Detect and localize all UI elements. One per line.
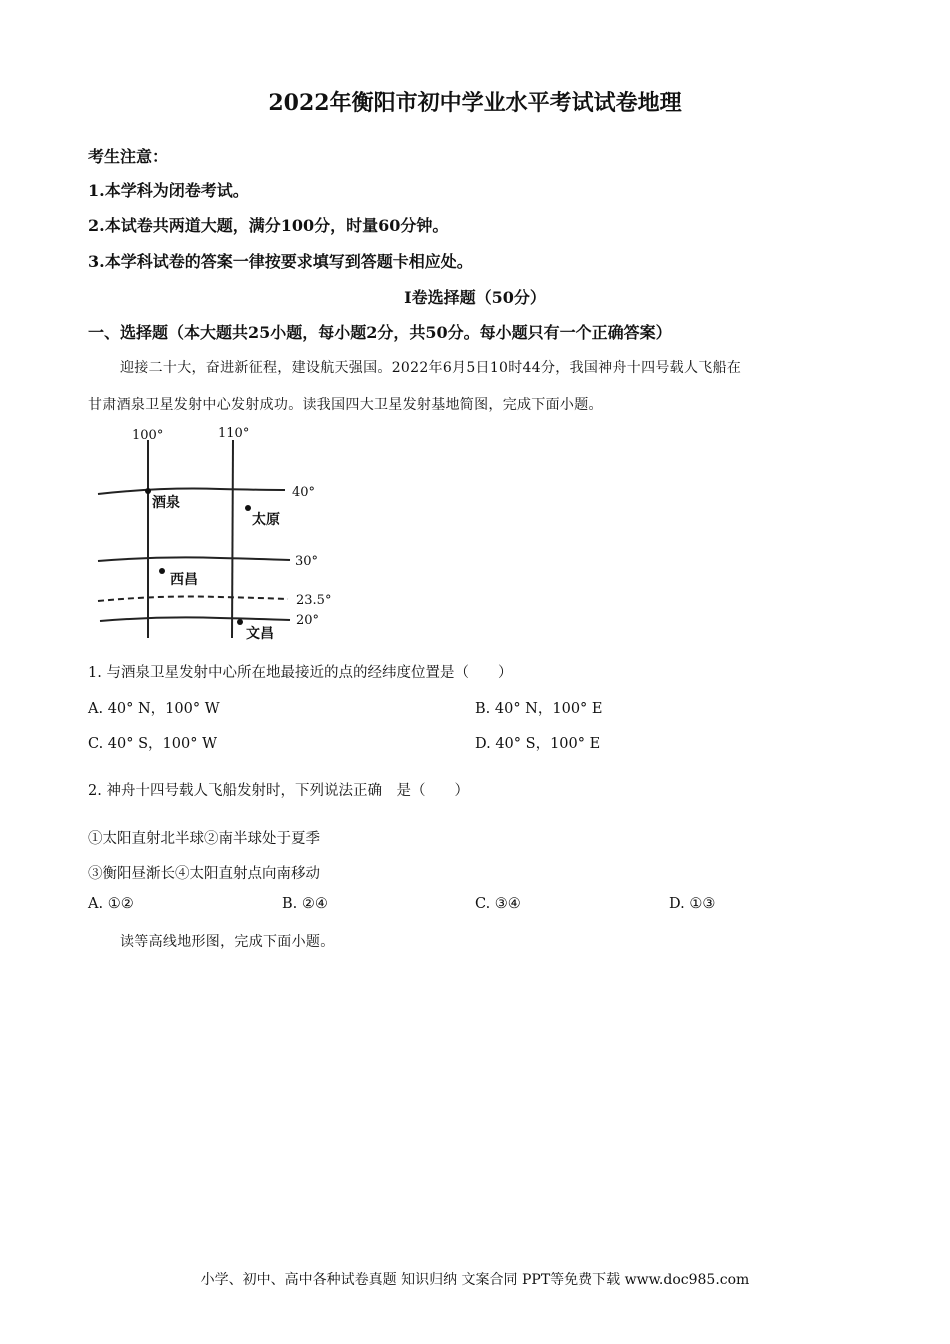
latitude-label: 40°: [292, 485, 316, 500]
question-2-option-a: A. ①②: [88, 896, 134, 912]
longitude-label: 110°: [218, 426, 250, 441]
question-2-option-b: B. ②④: [282, 896, 328, 912]
question-2-option-c: C. ③④: [475, 896, 521, 912]
site-dot-jiuquan: [145, 488, 151, 494]
site-label-taiyuan: 太原: [252, 512, 280, 528]
latitude-line-40: [98, 489, 285, 494]
site-label-xichang: 西昌: [170, 572, 198, 588]
question-1-option-d: D. 40° S，100° E: [475, 736, 601, 752]
question-1-option-b: B. 40° N，100° E: [475, 701, 603, 717]
notice-item: 1.本学科为闭卷考试。: [88, 181, 249, 200]
latitude-label: 20°: [296, 613, 320, 628]
notice-heading: 考生注意：: [88, 147, 169, 166]
launch-sites-map: [90, 420, 350, 650]
next-intro: 读等高线地形图，完成下面小题。: [120, 934, 335, 950]
latitude-line-20: [100, 617, 290, 621]
latitude-label: 23.5°: [296, 593, 332, 608]
page-title: 2022年衡阳市初中学业水平考试试卷地理: [268, 90, 682, 116]
question-1-option-a: A. 40° N，100° W: [88, 701, 220, 717]
question-1-option-c: C. 40° S，100° W: [88, 736, 217, 752]
question-2-stem: 2. 神舟十四号载人飞船发射时，下列说法正确 是（ ）: [88, 783, 469, 799]
latitude-label: 30°: [295, 554, 319, 569]
question-2-statement: ③衡阳昼渐长④太阳直射点向南移动: [88, 866, 320, 882]
site-dot-wenchang: [237, 619, 243, 625]
question-1-stem: 1. 与酒泉卫星发射中心所在地最接近的点的经纬度位置是（ ）: [88, 665, 513, 681]
site-dot-taiyuan: [245, 505, 251, 511]
part-one-heading: 一、选择题（本大题共25小题，每小题2分，共50分。每小题只有一个正确答案）: [88, 323, 672, 342]
site-label-wenchang: 文昌: [246, 626, 274, 642]
notice-item: 3.本学科试卷的答案一律按要求填写到答题卡相应处。: [88, 252, 473, 271]
notice-item: 2.本试卷共两道大题，满分100分，时量60分钟。: [88, 216, 449, 235]
latitude-line-30: [98, 557, 290, 561]
intro-line: 甘肃酒泉卫星发射中心发射成功。读我国四大卫星发射基地简图，完成下面小题。: [88, 397, 603, 413]
page-footer: 小学、初中、高中各种试卷真题 知识归纳 文案合同 PPT等免费下载 www.doc985.com: [200, 1272, 750, 1288]
question-2-option-d: D. ①③: [669, 896, 716, 912]
longitude-line-110: [232, 440, 233, 638]
site-label-jiuquan: 酒泉: [152, 495, 180, 511]
longitude-label: 100°: [132, 428, 164, 443]
intro-line: 迎接二十大，奋进新征程，建设航天强国。2022年6月5日10时44分，我国神舟十四号载人飞船在: [120, 360, 742, 376]
section-title: I卷选择题（50分）: [404, 288, 546, 307]
question-2-statement: ①太阳直射北半球②南半球处于夏季: [88, 831, 320, 847]
site-dot-xichang: [159, 568, 165, 574]
tropic-line-23-5: [98, 597, 288, 602]
